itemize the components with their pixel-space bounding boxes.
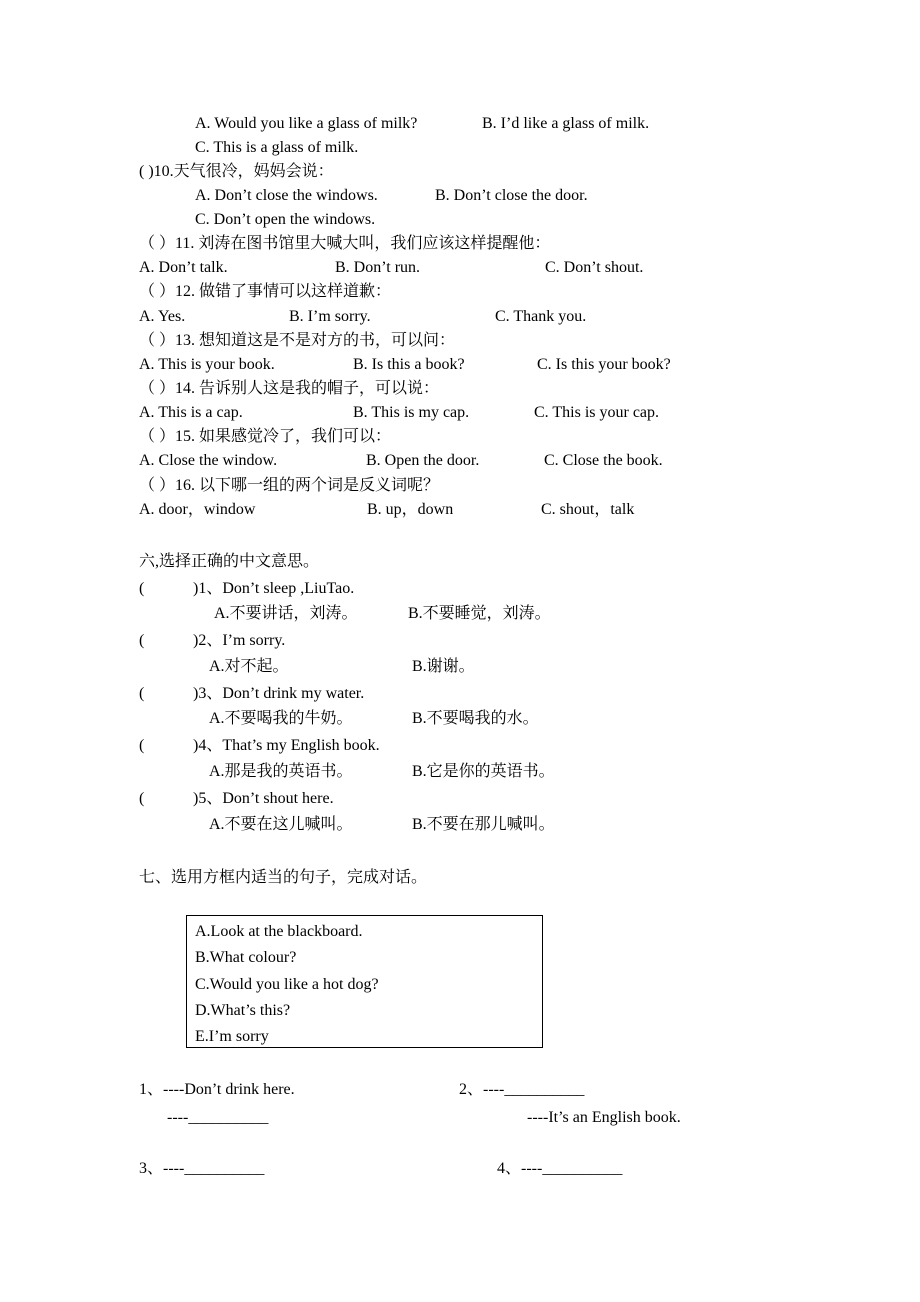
- s6-q1-paren: (: [139, 580, 145, 597]
- q14-stem: （ ）14. 告诉别人这是我的帽子，可以说：: [139, 380, 440, 397]
- q16-option-b: B. up，down: [367, 501, 454, 518]
- s6-q3-paren: (: [139, 685, 145, 702]
- s6-q2-option-a: A.对不起。: [209, 658, 289, 675]
- q12-option-c: C. Thank you.: [495, 308, 587, 325]
- s6-q1-option-a: A.不要讲话，刘涛。: [214, 605, 358, 622]
- q12-option-a: A. Yes.: [139, 308, 186, 325]
- box-option-c: C.Would you like a hot dog?: [195, 976, 379, 993]
- s6-q1-text: )1、Don’t sleep ,LiuTao.: [193, 580, 355, 597]
- q16-stem: （ ）16. 以下哪一组的两个词是反义词呢？: [139, 477, 440, 494]
- s6-q3-option-a: A.不要喝我的牛奶。: [209, 710, 353, 727]
- box-option-a: A.Look at the blackboard.: [195, 923, 363, 940]
- s6-q4-paren: (: [139, 737, 145, 754]
- q11-option-b: B. Don’t run.: [335, 259, 421, 276]
- q10-stem: ( )10.天气很冷，妈妈会说：: [139, 163, 334, 180]
- dialogue-1-line-1: 1、----Don’t drink here.: [139, 1081, 295, 1098]
- q16-option-a: A. door，window: [139, 501, 256, 518]
- q11-option-c: C. Don’t shout.: [545, 259, 644, 276]
- q15-stem: （ ）15. 如果感觉冷了，我们可以：: [139, 428, 392, 445]
- q11-stem: （ ）11. 刘涛在图书馆里大喊大叫，我们应该这样提醒他：: [139, 235, 551, 252]
- s6-q5-paren: (: [139, 790, 145, 807]
- q13-option-c: C. Is this your book?: [537, 356, 671, 373]
- q9-option-b: B. I’d like a glass of milk.: [482, 115, 650, 132]
- q15-option-b: B. Open the door.: [366, 452, 480, 469]
- s6-q1-option-b: B.不要睡觉，刘涛。: [408, 605, 551, 622]
- q11-option-a: A. Don’t talk.: [139, 259, 228, 276]
- q15-option-c: C. Close the book.: [544, 452, 663, 469]
- q14-option-b: B. This is my cap.: [353, 404, 470, 421]
- q13-option-a: A. This is your book.: [139, 356, 275, 373]
- s6-q4-option-a: A.那是我的英语书。: [209, 763, 353, 780]
- q12-option-b: B. I’m sorry.: [289, 308, 371, 325]
- section7-heading: 七、选用方框内适当的句子，完成对话。: [139, 869, 428, 886]
- s6-q2-paren: (: [139, 632, 145, 649]
- q9-option-a: A. Would you like a glass of milk?: [195, 115, 418, 132]
- s6-q3-option-b: B.不要喝我的水。: [412, 710, 539, 727]
- q13-option-b: B. Is this a book?: [353, 356, 465, 373]
- s6-q5-text: )5、Don’t shout here.: [193, 790, 334, 807]
- q10-option-b: B. Don’t close the door.: [435, 187, 588, 204]
- q12-stem: （ ）12. 做错了事情可以这样道歉：: [139, 283, 392, 300]
- s6-q5-option-b: B.不要在那儿喊叫。: [412, 816, 555, 833]
- q9-option-c: C. This is a glass of milk.: [195, 139, 359, 156]
- q15-option-a: A. Close the window.: [139, 452, 278, 469]
- box-option-e: E.I’m sorry: [195, 1028, 269, 1045]
- dialogue-4-line-1: 4、----__________: [497, 1160, 623, 1177]
- q16-option-c: C. shout，talk: [541, 501, 635, 518]
- q10-option-a: A. Don’t close the windows.: [195, 187, 378, 204]
- q13-stem: （ ）13. 想知道这是不是对方的书，可以问：: [139, 332, 456, 349]
- section6-heading: 六,选择正确的中文意思。: [139, 553, 320, 570]
- box-option-b: B.What colour?: [195, 949, 297, 966]
- q14-option-a: A. This is a cap.: [139, 404, 243, 421]
- s6-q4-text: )4、That’s my English book.: [193, 737, 380, 754]
- s6-q2-option-b: B.谢谢。: [412, 658, 475, 675]
- dialogue-2-line-1: 2、----__________: [459, 1081, 585, 1098]
- dialogue-1-line-2: ----__________: [167, 1109, 269, 1126]
- q10-option-c: C. Don’t open the windows.: [195, 211, 376, 228]
- q14-option-c: C. This is your cap.: [534, 404, 660, 421]
- s6-q5-option-a: A.不要在这儿喊叫。: [209, 816, 353, 833]
- s6-q2-text: )2、I’m sorry.: [193, 632, 286, 649]
- dialogue-2-line-2: ----It’s an English book.: [527, 1109, 681, 1126]
- box-option-d: D.What’s this?: [195, 1002, 291, 1019]
- s6-q4-option-b: B.它是你的英语书。: [412, 763, 555, 780]
- s6-q3-text: )3、Don’t drink my water.: [193, 685, 365, 702]
- dialogue-3-line-1: 3、----__________: [139, 1160, 265, 1177]
